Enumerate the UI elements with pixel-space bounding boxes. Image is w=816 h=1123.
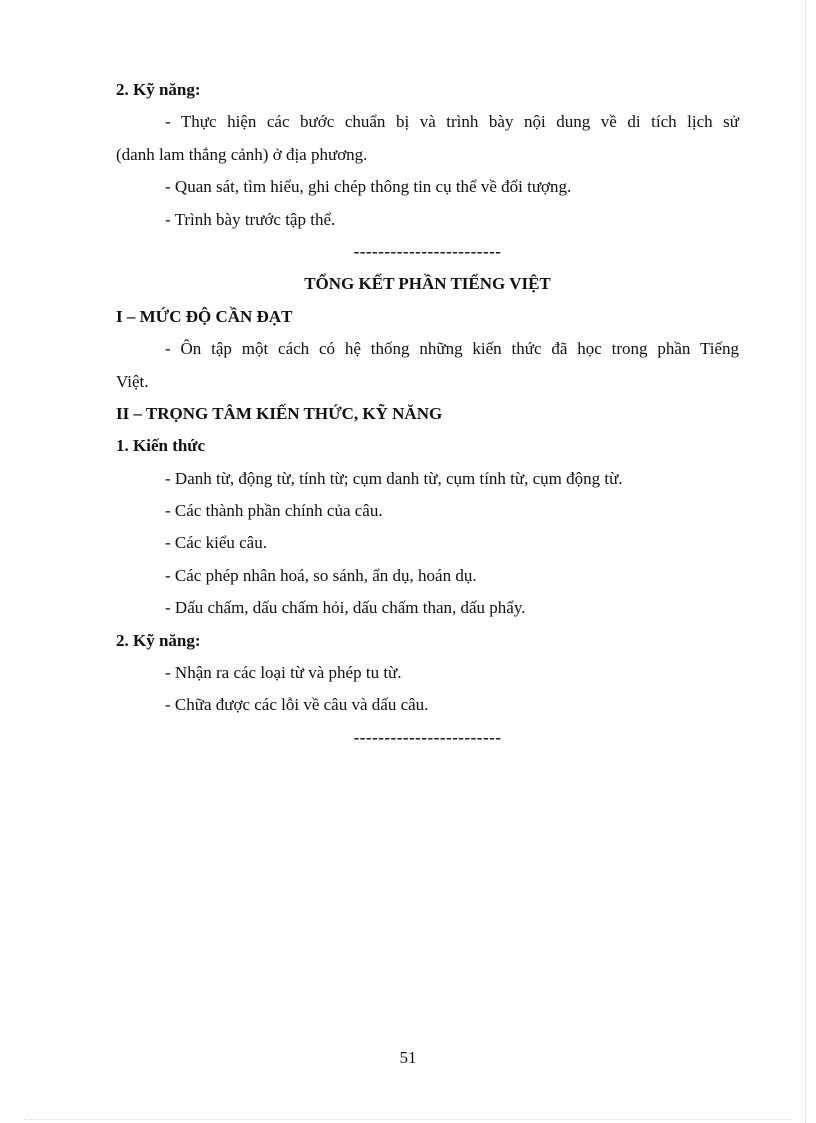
page-content (116, 74, 739, 754)
knowledge-item: - Các thành phần chính của câu. (165, 501, 383, 521)
skills-heading: 2. Kỹ năng: (116, 630, 201, 650)
section-1-heading: I – MỨC ĐỘ CẦN ĐẠT (116, 306, 293, 326)
section-1-item-line-1: - Ôn tập một cách có hệ thống những kiến thức đã học trong phần Tiếng (165, 339, 739, 359)
skills-heading-prev: 2. Kỹ năng: (116, 80, 201, 99)
section-divider-bottom: ------------------------ (353, 727, 502, 747)
skills-item: - Nhận ra các loại từ và phép tu từ. (165, 663, 402, 683)
section-2-heading: II – TRỌNG TÂM KIẾN THỨC, KỸ NĂNG (116, 403, 443, 423)
skills-item-1-line-1: - Thực hiện các bước chuẩn bị và trình bày nội dung về di tích lịch sử (165, 112, 739, 132)
page-edge-right (805, 0, 806, 1123)
skills-item-2: - Quan sát, tìm hiểu, ghi chép thông tin cụ thể về đối tượng. (165, 177, 572, 197)
skills-item-3: - Trình bày trước tập thể. (165, 209, 336, 229)
knowledge-item: - Các phép nhân hoá, so sánh, ẩn dụ, hoán dụ. (165, 565, 477, 585)
section-1-item-line-2: Việt. (116, 371, 149, 391)
section-divider-top: ------------------------ (353, 241, 502, 261)
knowledge-heading: 1. Kiến thức (116, 436, 206, 456)
page-edge-bottom (24, 1119, 792, 1120)
page-title: TỔNG KẾT PHẦN TIẾNG VIỆT (304, 274, 551, 294)
knowledge-item: - Các kiểu câu. (165, 533, 267, 553)
page-number: 51 (399, 1048, 417, 1067)
skills-item-1-line-2: (danh lam thắng cảnh) ở địa phương. (116, 144, 368, 164)
skills-item: - Chữa được các lỗi về câu và dấu câu. (165, 695, 429, 715)
knowledge-item: - Dấu chấm, dấu chấm hỏi, dấu chấm than, dấu phẩy. (165, 598, 526, 618)
knowledge-item: - Danh từ, động từ, tính từ; cụm danh từ, cụm tính từ, cụm động từ. (165, 468, 623, 488)
